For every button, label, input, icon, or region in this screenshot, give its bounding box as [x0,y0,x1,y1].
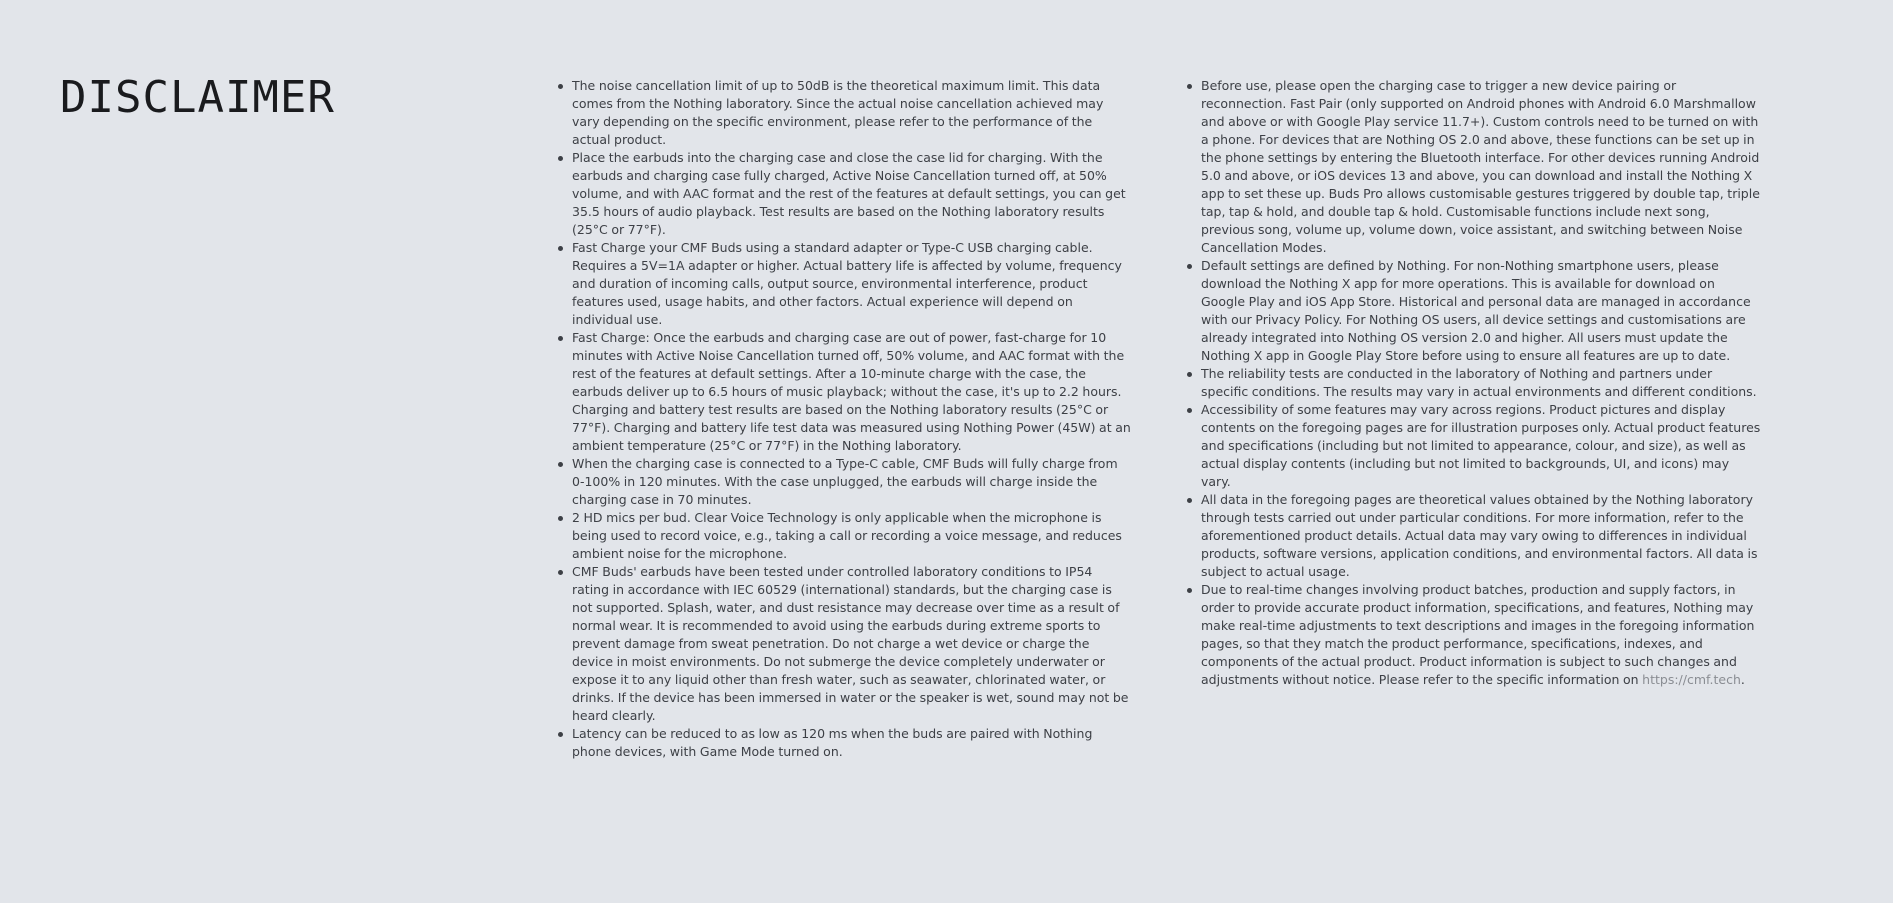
list-item [1201,491,1761,581]
cmf-tech-link[interactable]: https://cmf.tech [1642,672,1741,687]
bullet-icon [558,246,563,251]
bullet-icon [558,732,563,737]
bullet-icon [558,336,563,341]
bullet-icon [558,462,563,467]
disclaimer-text: When the charging case is connected to a Type-C cable, CMF Buds will fully charge from 0-100% in 120 minutes. With the case unplugged, the earbuds will charge inside the charging case in 70 minutes. [572,456,1118,507]
disclaimer-text: Before use, please open the charging case to trigger a new device pairing or reconnection. Fast Pair (only supported on Android phones with Android 6.0 Marshmallow and above or with Google Play service 11.7+). Custom controls need to be turned on with a phone. For devices that are Nothing OS 2.0 and above, these functions can be set up in the phone settings by entering the Bluetooth interface. For other devices running Android 5.0 and above, or iOS devices 13 and above, you can download and install the Nothing X app to set these up. Buds Pro allows customisable gestures triggered by double tap, triple tap, tap & hold, and double tap & hold. Customisable functions include next song, previous song, volume up, volume down, voice assistant, and switching between Noise Cancellation Modes. [1201,78,1760,255]
list-item [572,149,1132,239]
disclaimer-list-left [552,77,1132,761]
disclaimer-text: Fast Charge: Once the earbuds and charging case are out of power, fast-charge for 10 minutes with Active Noise Cancellation turned off, 50% volume, and AAC format with the rest of the features at default settings. After a 10-minute charge with the case, the earbuds deliver up to 6.5 hours of music playback; without the case, it's up to 2.2 hours. Charging and battery test results are based on the Nothing laboratory results (25°C or 77°F). Charging and battery life test data was measured using Nothing Power (45W) at an ambient temperature (25°C or 77°F) in the Nothing laboratory. [572,330,1131,453]
bullet-icon [1187,372,1192,377]
link-suffix: . [1740,672,1745,687]
bullet-icon [558,84,563,89]
disclaimer-text: 2 HD mics per bud. Clear Voice Technology is only applicable when the microphone is being used to record voice, e.g., taking a call or recording a voice message, and reduces ambient noise for the microphone. [572,510,1122,561]
disclaimer-text: Fast Charge your CMF Buds using a standard adapter or Type-C USB charging cable. Requires a 5V=1A adapter or higher. Actual battery life is affected by volume, frequency and duration of incoming calls, output source, environmental interference, product features used, usage habits, and other factors. Actual experience will depend on individual use. [572,240,1122,327]
bullet-icon [1187,264,1192,269]
bullet-icon [1187,498,1192,503]
disclaimer-text: Accessibility of some features may vary across regions. Product pictures and display contents on the foregoing pages are for illustration purposes only. Actual product features and specifications (including but not limited to appearance, colour, and size), as well as actual display contents (including but not limited to backgrounds, UI, and icons) may vary. [1201,402,1761,489]
bullet-icon [1187,408,1192,413]
disclaimer-text: The noise cancellation limit of up to 50dB is the theoretical maximum limit. This data comes from the Nothing laboratory. Since the actual noise cancellation achieved may vary depending on the specific environment, please refer to the performance of the actual product. [572,78,1104,147]
list-item [1201,401,1761,491]
bullet-icon [558,516,563,521]
disclaimer-list-right [1181,77,1761,689]
list-item [1201,257,1761,365]
list-item [572,77,1132,149]
page-title: DISCLAIMER [60,72,335,123]
disclaimer-text: The reliability tests are conducted in the laboratory of Nothing and partners under specific conditions. The results may vary in actual environments and different conditions. [1201,366,1757,399]
bullet-icon [1187,84,1192,89]
list-item [572,563,1132,725]
bullet-icon [1187,588,1192,593]
disclaimer-text: Latency can be reduced to as low as 120 ms when the buds are paired with Nothing phone devices, with Game Mode turned on. [572,726,1093,759]
bullet-icon [558,570,563,575]
disclaimer-text: All data in the foregoing pages are theoretical values obtained by the Nothing laboratory through tests carried out under particular conditions. For more information, refer to the aforementioned product details. Actual data may vary owing to differences in individual products, software versions, application conditions, and environmental factors. All data is subject to actual usage. [1201,492,1758,579]
disclaimer-text: Place the earbuds into the charging case and close the case lid for charging. With the earbuds and charging case fully charged, Active Noise Cancellation turned off, at 50% volume, and with AAC format and the rest of the features at default settings, you can get 35.5 hours of audio playback. Test results are based on the Nothing laboratory results (25°C or 77°F). [572,150,1126,237]
disclaimer-text: Default settings are defined by Nothing. For non-Nothing smartphone users, please download the Nothing X app for more operations. This is available for download on Google Play and iOS App Store. Historical and personal data are managed in accordance with our Privacy Policy. For Nothing OS users, all device settings and customisations are already integrated into Nothing OS version 2.0 and higher. All users must update the Nothing X app in Google Play Store before using to ensure all features are up to date. [1201,258,1751,363]
list-item [572,725,1132,761]
list-item [572,329,1132,455]
disclaimer-text: Due to real-time changes involving product batches, production and supply factors, in order to provide accurate product information, specifications, and features, Nothing may make real-time adjustments to text descriptions and images in the foregoing information pages, so that they match the product performance, specifications, indexes, and components of the actual product. Product information is subject to such changes and adjustments without notice. Please refer to the specific information on [1201,582,1755,687]
list-item [572,239,1132,329]
list-item [572,455,1132,509]
bullet-icon [558,156,563,161]
list-item [1201,581,1761,689]
list-item [1201,365,1761,401]
list-item [572,509,1132,563]
list-item [1201,77,1761,257]
disclaimer-text: CMF Buds' earbuds have been tested under controlled laboratory conditions to IP54 rating in accordance with IEC 60529 (international) standards, but the charging case is not supported. Splash, water, and dust resistance may decrease over time as a result of normal wear. It is recommended to avoid using the earbuds during extreme sports to prevent damage from sweat penetration. Do not charge a wet device or charge the device in moist environments. Do not submerge the device completely underwater or expose it to any liquid other than fresh water, such as seawater, chlorinated water, or drinks. If the device has been immersed in water or the speaker is wet, sound may not be heard clearly. [572,564,1129,723]
